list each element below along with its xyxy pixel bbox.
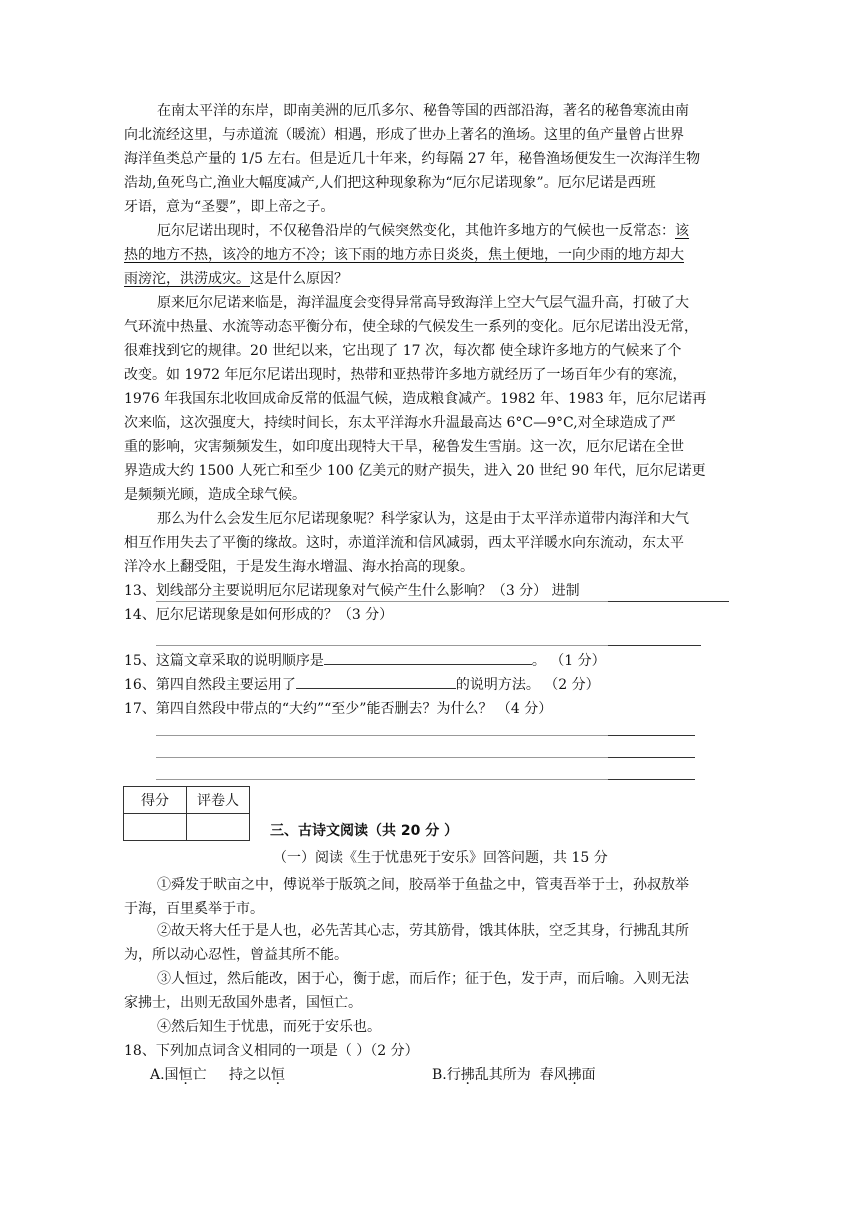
answer-line[interactable] [608, 779, 695, 780]
article-line: 牙语，意为“圣婴”，即上帝之子。 [124, 199, 335, 215]
classical-text-line: ④然后知生于忧患，而死于安乐也。 [157, 1019, 381, 1035]
question-15 [124, 650, 606, 672]
score-table [123, 786, 250, 841]
underlined-text: 热的地方不热，该冷的地方不冷；该下雨的地方赤日炎炎，焦土便地，一向少雨的地方却大 [124, 247, 684, 263]
option-text: A.国 [150, 1067, 179, 1083]
article-text: 厄尔尼诺出现时，不仅秘鲁沿岸的气候突然变化，其他许多地方的气候也一反常态： [157, 223, 675, 239]
grader-header: 评卷人 [187, 787, 250, 814]
score-header: 得分 [124, 787, 187, 814]
question-text: 。 （1 分） [531, 653, 606, 669]
question-18: 18、下列加点词含义相同的一项是（ ）（2 分） [124, 1043, 419, 1059]
article-line: 是频频光顾，造成全球气候。 [124, 487, 306, 503]
fill-blank[interactable] [324, 650, 532, 665]
article-line [157, 220, 689, 242]
answer-line[interactable] [156, 601, 608, 602]
question-13: 13、划线部分主要说明厄尔尼诺现象对气候产生什么影响？（3 分） 进制 [124, 583, 580, 599]
article-line: 气环流中热量、水流等动态平衡分布，使全球的气候发生一系列的变化。厄尔尼诺出没无常， [124, 319, 698, 335]
underlined-text: 该 [675, 223, 689, 239]
fill-blank[interactable] [296, 674, 456, 689]
answer-line[interactable] [156, 757, 608, 758]
article-line: 界造成大约 1500 人死亡和至少 100 亿美元的财产损失，进入 20 世纪 90 年代，厄尔尼诺更 [124, 463, 706, 479]
article-line: 1976 年我国东北收回成命反常的低温气候，造成粮食减产。1982 年、1983 年，厄尔尼诺再 [124, 391, 707, 407]
article-line: 次来临，这次强度大，持续时间长，东太平洋海水升温最高达 6°C—9°C,对全球造成了严 [124, 415, 676, 431]
article-line: 相互作用失去了平衡的缘故。这时，赤道洋流和信风减弱，西太平洋暖水向东流动，东太平 [124, 535, 684, 551]
question-text: 的说明方法。 （2 分） [455, 677, 600, 693]
article-line: 海洋鱼类总产量的 1/5 左右。但是近几十年来，约每隔 27 年，秘鲁渔场便发生一次海洋生物 [124, 151, 701, 167]
article-line: 浩劫,鱼死鸟亡,渔业大幅度减产,人们把这种现象称为“厄尔尼诺现象”。厄尔尼诺是西班 [124, 175, 656, 191]
dotted-char: 恒 [178, 1067, 193, 1083]
question-16 [124, 674, 600, 696]
article-line: 改变。如 1972 年厄尔尼诺出现时，热带和亚热带许多地方就经历了一场百年少有的寒流， [124, 367, 687, 383]
section-subtitle: （一）阅读《生于忧患死于安乐》回答问题，共 15 分 [273, 850, 608, 866]
answer-line[interactable] [156, 735, 608, 736]
classical-text-line: ①舜发于畎亩之中，傅说举于版筑之间，胶鬲举于鱼盐之中，管夷吾举于士，孙叔敖举 [157, 877, 689, 893]
question-17: 17、第四自然段中带点的“大约”“至少”能否删去？为什么？ （4 分） [124, 701, 553, 717]
answer-line[interactable] [608, 757, 695, 758]
article-line: 原来厄尔尼诺来临是，海洋温度会变得异常高导致海洋上空大气层气温升高，打破了大 [157, 295, 689, 311]
option-text: 亡 持之以 [192, 1067, 271, 1083]
option-a[interactable] [150, 1064, 285, 1086]
option-b[interactable] [432, 1064, 596, 1086]
article-line: 向北流经这里，与赤道流（暖流）相遇，形成了世办上著名的渔场。这里的鱼产量曾占世界 [124, 127, 684, 143]
answer-line[interactable] [608, 645, 701, 646]
option-text: 乱其所为 春风 [474, 1067, 568, 1083]
article-line: 洋冷水上翻受阻，于是发生海水增温、海水抬高的现象。 [124, 559, 474, 575]
underlined-text: 雨滂沱，洪涝成灾。 [124, 271, 250, 287]
dotted-char: 拂 [567, 1067, 582, 1083]
question-text: 16、第四自然段主要运用了 [124, 677, 296, 693]
score-cell[interactable] [124, 814, 187, 841]
answer-line[interactable] [608, 735, 695, 736]
dotted-char: 拂 [460, 1067, 475, 1083]
article-line: 很难找到它的规律。20 世纪以来，它出现了 17 次，每次都 使全球许多地方的气候来了个 [124, 343, 682, 359]
grader-cell[interactable] [187, 814, 250, 841]
article-line: 那么为什么会发生厄尔尼诺现象呢？科学家认为，这是由于太平洋赤道带内海洋和大气 [157, 511, 689, 527]
option-text: 面 [581, 1067, 596, 1083]
classical-text-line: ③人恒过，然后能改，困于心，衡于虑，而后作；征于色，发于声，而后喻。入则无法 [157, 971, 689, 987]
section-title: 三、古诗文阅读（共 20 分 ） [270, 823, 459, 839]
article-line: 在南太平洋的东岸，即南美洲的厄爪多尔、秘鲁等国的西部沿海，著名的秘鲁寒流由南 [157, 103, 689, 119]
classical-text-line: 为，所以动心忍性，曾益其所不能。 [124, 947, 348, 963]
option-text: B.行 [432, 1067, 461, 1083]
classical-text-line: ②故天将大任于是人也，必先苦其心志，劳其筋骨，饿其体肤，空乏其身，行拂乱其所 [157, 923, 689, 939]
question-14: 14、厄尔尼诺现象是如何形成的？（3 分） [124, 607, 394, 623]
question-text: 15、这篇文章采取的说明顺序是 [124, 653, 324, 669]
answer-line[interactable] [608, 601, 729, 602]
article-text: 这是什么原因？ [250, 271, 348, 287]
article-line: 重的影响，灾害频频发生，如印度出现特大干旱，秘鲁发生雪崩。这一次，厄尔尼诺在全世 [124, 439, 684, 455]
classical-text-line: 家拂士，出则无敌国外患者，国恒亡。 [124, 995, 362, 1011]
dotted-char: 恒 [270, 1067, 285, 1083]
classical-text-line: 于海，百里奚举于市。 [124, 901, 264, 917]
answer-line[interactable] [156, 645, 608, 646]
answer-line[interactable] [156, 779, 608, 780]
article-line [124, 268, 348, 290]
